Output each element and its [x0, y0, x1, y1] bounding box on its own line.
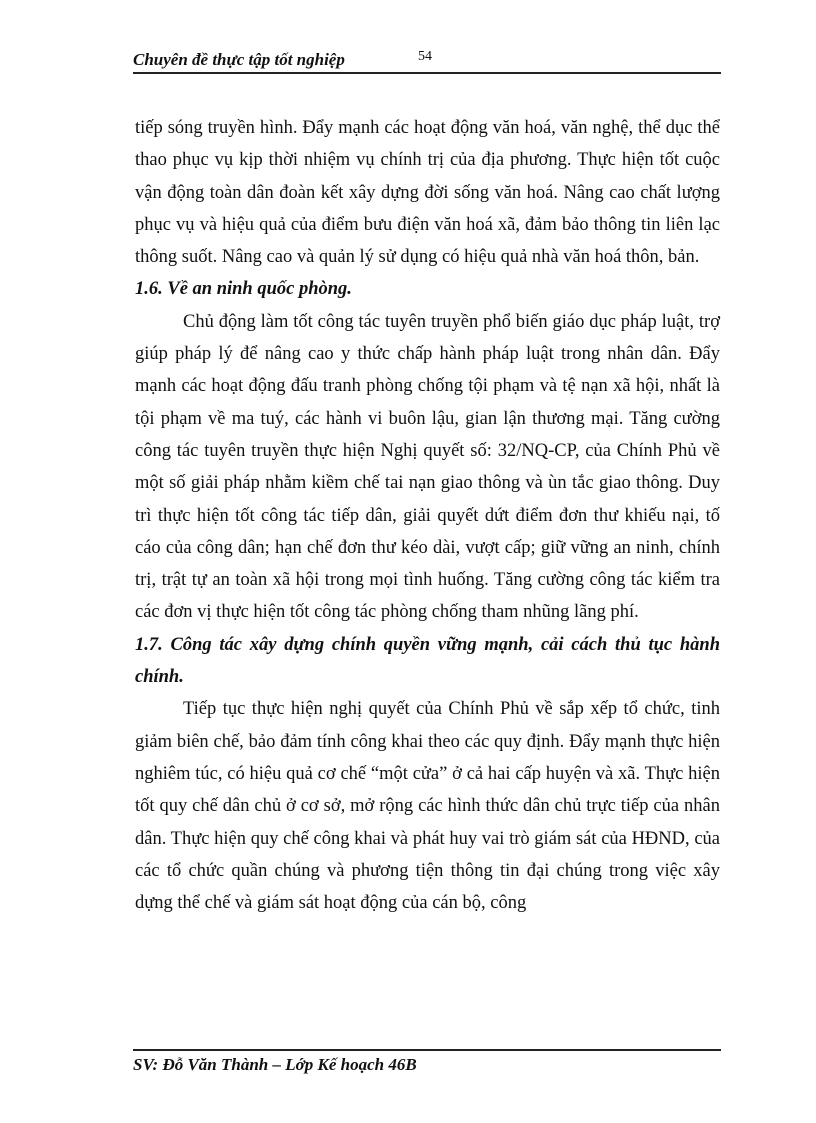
paragraph-security: Chủ động làm tốt công tác tuyên truyền phổ biến giáo dục pháp luật, trợ giúp pháp lý để nâng cao y thức chấp hành pháp luật trong nhân dân. Đẩy mạnh các hoạt động đấu tranh phòng chống tội phạm và tệ nạn xã hội, nhất là tội phạm về ma tuý, các hành vi buôn lậu, gian lận thương mại. Tăng cường công tác tuyên truyền thực hiện Nghị quyết số: 32/NQ-CP, của Chính Phủ về một số giải pháp nhằm kiềm chế tai nạn giao thông và ùn tắc giao thông. Duy trì thực hiện tốt công tác tiếp dân, giải quyết dứt điểm đơn thư khiếu nại, tố cáo của công dân; hạn chế đơn thư kéo dài, vượt cấp; giữ vững an ninh, chính trị, trật tự an toàn xã hội trong mọi tình huống. Tăng cường công tác kiểm tra các đơn vị thực hiện tốt công tác phòng chống tham nhũng lãng phí. [135, 311, 720, 623]
footer-student-info: SV: Đỗ Văn Thành – Lớp Kế hoạch 46B [133, 1055, 417, 1074]
section-heading-security: 1.6. Về an ninh quốc phòng. [135, 279, 352, 300]
page-footer [133, 1049, 721, 1075]
section-heading-government: 1.7. Công tác xây dựng chính quyền vững mạnh, cải cách thủ tục hành chính. [135, 634, 720, 688]
page-number: 54 [418, 49, 432, 64]
page-header [133, 46, 721, 74]
header-title: Chuyên đề thực tập tốt nghiệp [133, 50, 345, 69]
document-body [135, 112, 720, 919]
paragraph-government: Tiếp tục thực hiện nghị quyết của Chính Phủ về sắp xếp tổ chức, tinh giảm biên chế, bảo đảm tính công khai theo các quy định. Đẩy mạnh thực hiện nghiêm túc, có hiệu quả cơ chế “một cửa” ở cả hai cấp huyện và xã. Thực hiện tốt quy chế dân chủ ở cơ sở, mở rộng các hình thức dân chủ trực tiếp của nhân dân. Thực hiện quy chế công khai và phát huy vai trò giám sát của HĐND, của các tổ chức quần chúng và phương tiện thông tin đại chúng trong việc xây dựng thể chế và giám sát hoạt động của cán bộ, công [135, 699, 720, 914]
paragraph-culture: tiếp sóng truyền hình. Đẩy mạnh các hoạt động văn hoá, văn nghệ, thể dục thể thao phục vụ kịp thời nhiệm vụ chính trị của địa phương. Thực hiện tốt cuộc vận động toàn dân đoàn kết xây dựng đời sống văn hoá. Nâng cao chất lượng phục vụ và hiệu quả của điểm bưu điện văn hoá xã, đảm bảo thông tin liên lạc thông suốt. Nâng cao và quản lý sử dụng có hiệu quả nhà văn hoá thôn, bản. [135, 118, 720, 268]
